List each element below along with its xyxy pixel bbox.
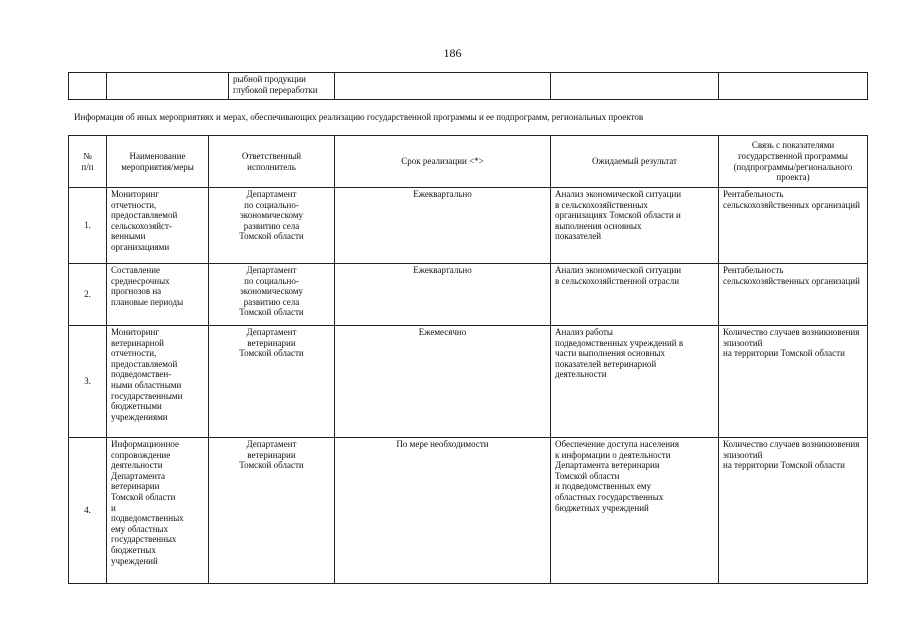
row-result: Обеспечение доступа населения к информации о деятельности Департамента ветеринарии Томской области и подведомственных ему областных государственных бюджетных учреждений xyxy=(551,438,719,584)
row-indicator-link: Количество случаев возникновения эпизоотий на территории Томской области xyxy=(719,326,868,438)
continuation-table xyxy=(68,72,868,100)
row-indicator-link: Рентабельность сельскохозяйственных организаций xyxy=(719,188,868,264)
header-executor: Ответственный исполнитель xyxy=(209,136,335,188)
row-executor: Департамент по социально- экономическому развитию села Томской области xyxy=(209,188,335,264)
row-measure-name: Составление среднесрочных прогнозов на плановые периоды xyxy=(107,264,209,326)
row-measure-name: Мониторинг отчетности, предоставляемой сельскохозяйст- венными организациями xyxy=(107,188,209,264)
continuation-cell xyxy=(69,73,107,100)
table-row xyxy=(69,264,868,326)
row-term: Ежеквартально xyxy=(335,264,551,326)
row-result: Анализ работы подведомственных учреждений в части выполнения основных показателей ветеринарной деятельности xyxy=(551,326,719,438)
row-number: 1. xyxy=(69,188,107,264)
continuation-cell xyxy=(107,73,229,100)
row-term: Ежемесячно xyxy=(335,326,551,438)
section-title: Информация об иных мероприятиях и мерах, обеспечивающих реализацию государственной программы и ее подпрограмм, региональных проектов xyxy=(74,112,644,122)
continuation-cell: рыбной продукции глубокой переработки xyxy=(229,73,335,100)
header-name: Наименование мероприятия/меры xyxy=(107,136,209,188)
row-number: 2. xyxy=(69,264,107,326)
table-row xyxy=(69,438,868,584)
row-executor: Департамент по социально- экономическому развитию села Томской области xyxy=(209,264,335,326)
row-measure-name: Мониторинг ветеринарной отчетности, предоставляемой подведомствен- ными областными государственными бюджетными учреждениями xyxy=(107,326,209,438)
row-indicator-link: Количество случаев возникновения эпизоотий на территории Томской области xyxy=(719,438,868,584)
row-number: 4. xyxy=(69,438,107,584)
row-executor: Департамент ветеринарии Томской области xyxy=(209,326,335,438)
header-result: Ожидаемый результат xyxy=(551,136,719,188)
table-row xyxy=(69,326,868,438)
row-term: Ежеквартально xyxy=(335,188,551,264)
measures-table xyxy=(68,135,868,584)
row-number: 3. xyxy=(69,326,107,438)
table-row xyxy=(69,188,868,264)
row-term: По мере необходимости xyxy=(335,438,551,584)
continuation-row xyxy=(69,73,868,100)
header-indicator-link: Связь с показателями государственной программы (подпрограммы/регионального проекта) xyxy=(719,136,868,188)
row-measure-name: Информационное сопровождение деятельности Департамента ветеринарии Томской области и подведомственных ему областных государственных бюджетных учреждений xyxy=(107,438,209,584)
continuation-cell xyxy=(551,73,719,100)
header-term: Срок реализации <*> xyxy=(335,136,551,188)
table-header-row xyxy=(69,136,868,188)
row-result: Анализ экономической ситуации в сельскохозяйственной отрасли xyxy=(551,264,719,326)
continuation-cell xyxy=(719,73,868,100)
row-result: Анализ экономической ситуации в сельскохозяйственных организациях Томской области и выполнения основных показателей xyxy=(551,188,719,264)
row-indicator-link: Рентабельность сельскохозяйственных организаций xyxy=(719,264,868,326)
continuation-cell xyxy=(335,73,551,100)
page-number: 186 xyxy=(443,46,462,60)
header-number: № п/п xyxy=(69,136,107,188)
row-executor: Департамент ветеринарии Томской области xyxy=(209,438,335,584)
